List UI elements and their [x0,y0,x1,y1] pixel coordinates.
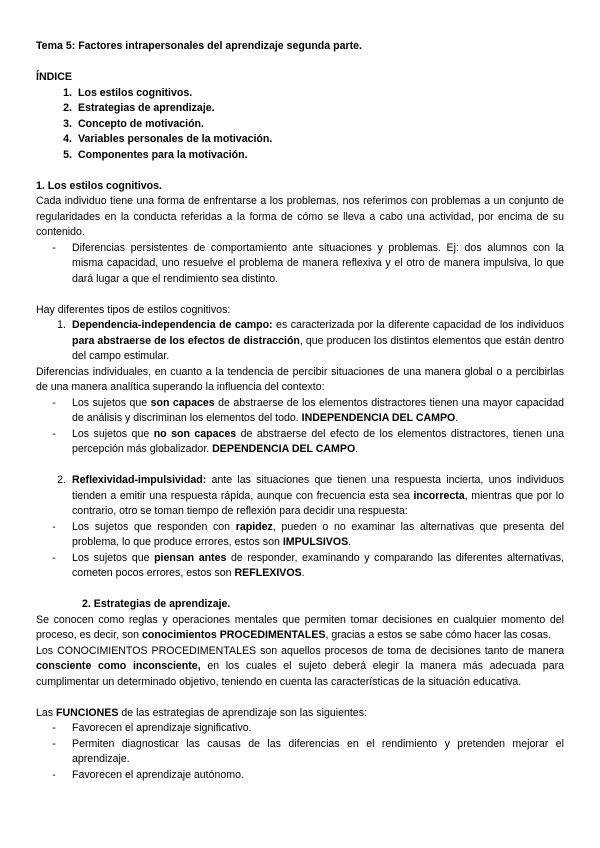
section-1-heading: 1. Los estilos cognitivos. [36,179,162,192]
index-item: 4. Variables personales de la motivación. [63,133,273,145]
list-item: - Los sujetos que piensan antes de responder, examinando y comparando las diferentes alternativas, cometen pocos errores, estos son REFLEXIVOS. [52,551,564,579]
list-item: - Los sujetos que responden con rapidez, pueden o no examinar las alternativas que presenta del problema, lo que produce errores, estos son IMPULSIVOS. [52,520,564,548]
index-item: 3. Concepto de motivación. [63,117,204,130]
document-page [36,39,564,783]
section-2-para-1: Se conocen como reglas y operaciones mentales que permiten tomar decisiones en cualquier momento del proceso, es decir, son conocimientos PROCEDIMENTALES, gracias a estos se sabe cómo hacer las cosas. [36,613,564,641]
functions-intro: Las FUNCIONES de las estrategias de aprendizaje son las siguientes: [36,706,367,719]
index-item: 5. Componentes para la motivación. [63,148,248,161]
section-1-intro: Cada individuo tiene una forma de enfrentarse a los problemas, nos referimos con problemas a un conjunto de regularidades en la conducta referidas a la forma de cómo se lleva a cabo una actividad, por encima de su contenido. [36,195,564,238]
list-item: - Diferencias persistentes de comportamiento ante situaciones y problemas. Ej: dos alumnos con la misma capacidad, uno resuelve el problema de manera reflexiva y el otro de manera impulsiva, lo que dará lugar a que el rendimiento sea distinto. [52,241,564,285]
type-2: 2. Reflexividad-impulsividad: ante las situaciones que tienen una respuesta incierta, unos individuos tienden a emitir una respuesta rápida, aunque con frecuencia esta sea incorrecta, mientras que por lo contrario, otro se toman tiempo de reflexión para decidir una respuesta: [57,474,564,517]
list-item: - Favorecen el aprendizaje autónomo. [52,768,244,781]
differences-text: Diferencias individuales, en cuanto a la tendencia de percibir situaciones de una manera global o a percibirlas de una manera analítica superando la influencia del contexto: [36,365,564,393]
type-1: 1. Dependencia-independencia de campo: es caracterizada por la diferente capacidad de los individuos para abstraerse de los efectos de distracción, que producen los distintos elementos que están dentro del campo estimular. [57,319,565,362]
index-item: 1. Los estilos cognitivos. [63,86,193,99]
index-list [36,86,564,164]
page-title: Tema 5: Factores intrapersonales del aprendizaje segunda parte. [36,40,362,52]
list-item: - Permiten diagnosticar las causas de las diferencias en el rendimiento y pretenden mejorar el aprendizaje. [52,737,564,765]
section-2-para-2: Los CONOCIMIENTOS PROCEDIMENTALES son aquellos procesos de toma de decisiones tanto de manera consciente como inconsciente, en los cuales el sujeto deberá elegir la manera más adecuada para cumplimentar un determinado objetivo, teniendo en cuenta las características de la situación educativa. [36,644,565,688]
list-item: - Los sujetos que son capaces de abstraerse de los elementos distractores tienen una mayor capacidad de análisis y discriminan los elementos del todo. INDEPENDENCIA DEL CAMPO. [52,396,565,424]
section-2-heading: 2. Estrategias de aprendizaje. [82,598,231,610]
list-item: - Los sujetos que no son capaces de abstraerse del efecto de los elementos distractores, tienen una percepción más globalizador. DEPENDENCIA DEL CAMPO. [52,427,565,455]
index-heading: ÍNDICE [36,71,72,83]
types-intro: Hay diferentes tipos de estilos cognitivos: [36,303,231,316]
index-item: 2. Estrategias de aprendizaje. [63,102,215,114]
list-item: - Favorecen el aprendizaje significativo. [52,722,252,734]
